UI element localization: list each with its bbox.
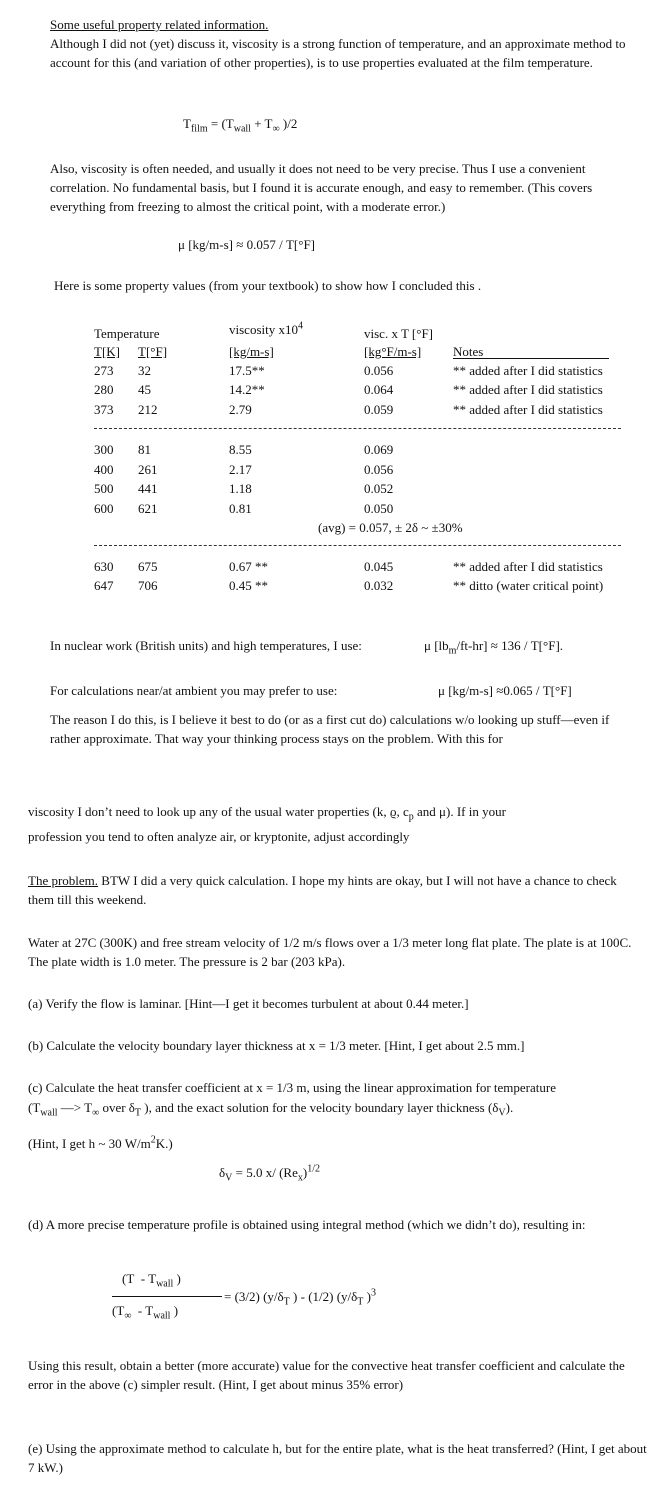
header-viscT-units: [kg°F/m-s] xyxy=(364,344,422,359)
row-tf: 441 xyxy=(138,481,158,496)
intro-paragraph: Although I did not (yet) discuss it, viscosity is a strong function of temperature, and an approximate method to account for this (and variation of other properties), is to use properties evaluated at the film temperature. xyxy=(50,36,626,70)
row-visc: 0.45 ** xyxy=(229,578,268,593)
part-d: (d) A more precise temperature profile is obtained using integral method (which we didn’t do), resulting in: xyxy=(28,1217,586,1232)
row-note: ** added after I did statistics xyxy=(453,559,603,574)
part-d-followup: Using this result, obtain a better (more accurate) value for the convective heat transfer coefficient and calculate the error in the above (c) simpler result. (Hint, I get about minus 35% error) xyxy=(28,1358,625,1392)
part-b: (b) Calculate the velocity boundary layer thickness at x = 1/3 meter. [Hint, I get about 2.5 mm.] xyxy=(28,1038,525,1053)
row-viscT: 0.052 xyxy=(364,481,394,496)
row-tk: 630 xyxy=(94,559,114,574)
temp-profile-denominator: ($T_\infty - T_{wall}$ ) xyxy=(112,1303,179,1322)
row-tf: 32 xyxy=(138,363,151,378)
header-temperature: Temperature xyxy=(94,326,160,341)
row-viscT: 0.059 xyxy=(364,402,394,417)
row-tk: 500 xyxy=(94,481,114,496)
row-tf: 706 xyxy=(138,578,158,593)
header-tf: T[°F] xyxy=(138,344,168,359)
row-visc: 0.81 xyxy=(229,501,252,516)
row-visc: 8.55 xyxy=(229,442,252,457)
table-divider xyxy=(94,545,621,546)
row-tf: 212 xyxy=(138,402,158,417)
part-c-hint: (Hint, I get h ~ 30 $W/m^2K$.) xyxy=(28,1134,173,1151)
part-c-line1: (c) Calculate the heat transfer coefficient at x = 1/3 m, using the linear approximation for temperature xyxy=(28,1080,556,1095)
row-note: ** added after I did statistics xyxy=(453,382,603,397)
row-viscT: 0.069 xyxy=(364,442,394,457)
row-visc: 2.17 xyxy=(229,462,252,477)
row-viscT: 0.045 xyxy=(364,559,394,574)
row-visc: 17.5** xyxy=(229,363,265,378)
boundary-layer-formula: $\delta_V = 5.0$ x/ $(Re_x)^{1/2}$ xyxy=(219,1163,320,1184)
nuclear-formula: μ $[lb_m/ft-hr] \approx 136 / T[^\circ F]$. xyxy=(424,638,564,657)
header-visc-units: [kg/m-s] xyxy=(229,344,274,359)
row-tk: 647 xyxy=(94,578,114,593)
viscosity-correlation: μ [kg/m-s] ≈ 0.057 / T[°F] xyxy=(178,237,316,252)
row-viscT: 0.056 xyxy=(364,462,394,477)
intro-heading: Some useful property related information. xyxy=(50,17,269,32)
viscosity-note-line1: viscosity I don’t need to look up any of the usual water properties (k, ϱ, $c_p$ and μ). If in your xyxy=(28,804,506,823)
viscosity-note-line2: profession you tend to often analyze air, or kryptonite, adjust accordingly xyxy=(28,829,410,844)
table-intro: Here is some property values (from your textbook) to show how I concluded this . xyxy=(54,278,482,293)
row-visc: 2.79 xyxy=(229,402,252,417)
part-a: (a) Verify the flow is laminar. [Hint—I get it becomes turbulent at about 0.44 meter.] xyxy=(28,996,469,1011)
row-viscT: 0.050 xyxy=(364,501,394,516)
row-note: ** added after I did statistics xyxy=(453,402,603,417)
header-tk: T[K] xyxy=(94,344,120,359)
notes-underline xyxy=(453,358,609,359)
temp-profile-numerator: ($T - T_{wall}$ ) xyxy=(122,1271,181,1290)
part-e: (e) Using the approximate method to calculate h, but for the entire plate, what is the heat transferred? (Hint, I get about 7 kW.) xyxy=(28,1441,647,1475)
header-visc-t: visc. x T [°F] xyxy=(364,326,433,341)
row-viscT: 0.056 xyxy=(364,363,394,378)
row-tk: 373 xyxy=(94,402,114,417)
viscosity-paragraph: Also, viscosity is often needed, and usually it does not need to be very precise. Thus I use a convenient correlation. No fundamental basis, but I found it is accurate enough, and easy to remember. (This covers everything from freezing to almost the critical point, with a moderate error.) xyxy=(50,161,593,214)
row-tf: 621 xyxy=(138,501,158,516)
row-tk: 280 xyxy=(94,382,114,397)
row-viscT: 0.032 xyxy=(364,578,394,593)
header-notes: Notes xyxy=(453,344,484,359)
row-tf: 261 xyxy=(138,462,158,477)
row-visc: 14.2** xyxy=(229,382,265,397)
film-temperature-formula: $T_{film} = (T_{wall} + T_\infty$ )/2 xyxy=(183,116,298,135)
row-note: ** ditto (water critical point) xyxy=(453,578,604,593)
problem-intro: The problem. BTW I did a very quick calculation. I hope my hints are okay, but I will not have a chance to check them till this weekend. xyxy=(28,873,617,907)
fraction-bar xyxy=(112,1296,222,1297)
part-c-line2: ($T_{wall}$ —> $T_\infty$ over $\delta_T$ ), and the exact solution for the velocity boundary layer thickness $(\delta_V)$. xyxy=(28,1100,514,1119)
row-tf: 45 xyxy=(138,382,151,397)
row-tk: 600 xyxy=(94,501,114,516)
temp-profile-rhs: = (3/2) ($y/\delta_T$ ) - (1/2) ($y/\delta_T$ )$^3$ xyxy=(224,1287,376,1308)
ambient-text: For calculations near/at ambient you may prefer to use: xyxy=(50,683,338,698)
average-line: (avg) = 0.057, ± 2δ ~ ±30% xyxy=(318,520,463,535)
row-tf: 81 xyxy=(138,442,151,457)
row-tf: 675 xyxy=(138,559,158,574)
row-note: ** added after I did statistics xyxy=(453,363,603,378)
nuclear-text: In nuclear work (British units) and high temperatures, I use: xyxy=(50,638,362,653)
property-table xyxy=(94,320,634,610)
row-visc: 1.18 xyxy=(229,481,252,496)
row-viscT: 0.064 xyxy=(364,382,394,397)
row-tk: 273 xyxy=(94,363,114,378)
header-viscosity: viscosity $x10^4$ xyxy=(229,320,303,337)
row-tk: 300 xyxy=(94,442,114,457)
row-tk: 400 xyxy=(94,462,114,477)
problem-heading: The problem. xyxy=(28,873,99,888)
ambient-formula: μ [kg/m-s] ≈0.065 / T[°F] xyxy=(438,683,572,698)
row-visc: 0.67 ** xyxy=(229,559,268,574)
table-divider xyxy=(94,428,621,429)
problem-statement: Water at 27C (300K) and free stream velocity of 1/2 m/s flows over a 1/3 meter long flat plate. The plate is at 100C. The plate width is 1.0 meter. The pressure is 2 bar (203 kPa). xyxy=(28,935,632,969)
reason-paragraph: The reason I do this, is I believe it best to do (or as a first cut do) calculations w/o looking up stuff—even if rather approximate. That way your thinking process stays on the problem. With this for xyxy=(50,712,610,746)
